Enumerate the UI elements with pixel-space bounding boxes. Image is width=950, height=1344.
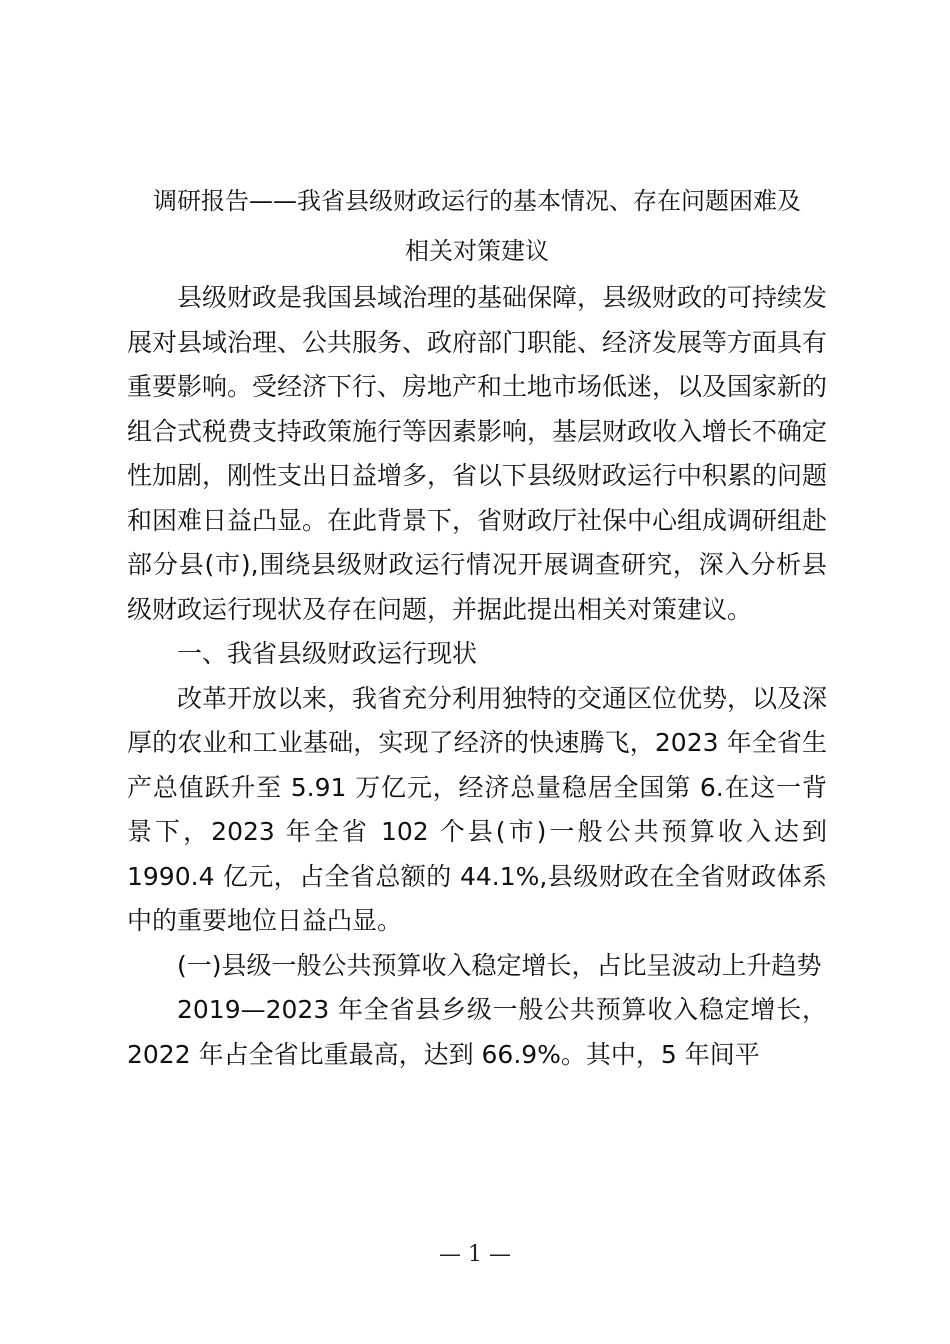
title-line-1: 调研报告——我省县级财政运行的基本情况、存在问题困难及 [153,187,801,215]
section-1-paragraph: 改革开放以来，我省充分利用独特的交通区位优势，以及深厚的农业和工业基础，实现了经济的快速腾飞，2023 年全省生产总值跃升至 5.91 万亿元，经济总量稳居全国第 6.在这一背景下，2023 年全省 102 个县(市)一般公共预算收入达到 1990.4 亿元，占全省总额的 44.1%,县级财政在全省财政体系中的重要地位日益凸显。 [127,683,828,935]
section-heading-1: 一、我省县级财政运行现状 [177,639,478,668]
intro-paragraph: 县级财政是我国县域治理的基础保障，县级财政的可持续发展对县域治理、公共服务、政府部门职能、经济发展等方面具有重要影响。受经济下行、房地产和土地市场低迷，以及国家新的组合式税费支持政策施行等因素影响，基层财政收入增长不确定性加剧，刚性支出日益增多，省以下县级财政运行中积累的问题和困难日益凸显。在此背景下，省财政厅社保中心组成调研组赴部分县(市),围绕县级财政运行情况开展调查研究，深入分析县级财政运行现状及存在问题，并据此提出相关对策建议。 [127,283,828,624]
document-title [127,176,827,276]
title-line-2: 相关对策建议 [405,237,549,265]
subsection-1-paragraph: 2019—2023 年全省县乡级一般公共预算收入稳定增长，2022 年占全省比重最高，达到 66.9%。其中，5 年间平 [127,995,827,1069]
subsection-heading-1: (一)县级一般公共预算收入稳定增长，占比呈波动上升趋势 [177,950,822,980]
page-number: — 1 — [439,1242,511,1267]
document-body [127,276,827,1077]
